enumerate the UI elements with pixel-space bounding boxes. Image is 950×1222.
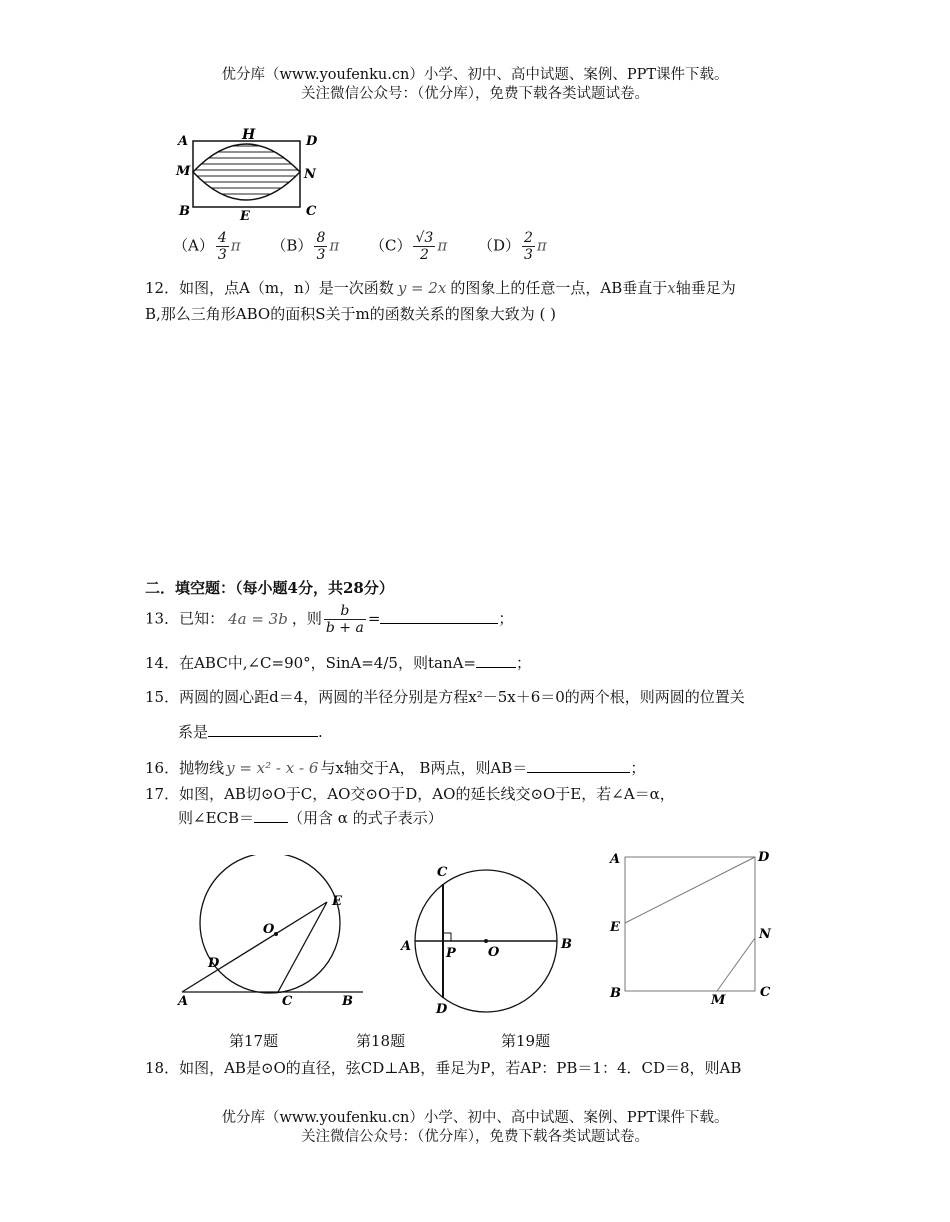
option-d: （D） $\frac{2}{3}$ π [477,230,547,263]
label-n: N [759,927,771,942]
label-n: N [304,167,316,182]
question-16: 16．抛物线 y = x² - x - 6 与x轴交于A， B两点，则AB＝ ； [145,759,646,777]
label-c: C [306,204,317,219]
option-a: （A） $\frac{4}{3}$ π [173,230,241,263]
question-18: 18．如图，AB是⊙O的直径，弦CD⊥AB，垂足为P，若AP：PB＝1：4．CD＝8，则AB [145,1059,742,1077]
caption-q18: 第18题 [356,1032,406,1050]
label-a: A [178,994,189,1009]
label-d: D [306,134,318,149]
center-dot [274,932,278,936]
label-b: B [561,937,572,952]
label-c: C [282,994,293,1009]
figure-q11 [170,125,330,225]
answer-blank-14[interactable] [476,653,516,668]
label-d: D [758,850,770,865]
label-c: C [437,865,448,880]
label-m: M [711,993,726,1008]
line-ce [278,902,327,992]
question-14: 14．在ABC中,∠C=90°，SinA=4/5，则tanA= ； [145,654,531,672]
label-m: M [176,164,191,179]
header-line-2: 关注微信公众号：（优分库），免费下载各类试题试卷。 [301,86,649,102]
caption-q19: 第19题 [501,1032,551,1050]
question-12-line-2: B,那么三角形ABO的面积S关于m的函数关系的图象大致为 ( ) [145,305,556,323]
square-abcd [625,857,755,991]
question-15-line-2: 系是 . [178,723,323,741]
answer-blank-15[interactable] [208,722,318,737]
question-17-line-2: 则∠ECB＝ （用含 α 的式子表示） [178,809,443,827]
q11-options [173,230,573,263]
answer-blank-17[interactable] [254,808,288,823]
label-b: B [342,994,353,1009]
label-c: C [760,985,771,1000]
label-b: B [610,986,621,1001]
caption-q17: 第17题 [229,1032,279,1050]
question-17-line-1: 17．如图，AB切⊙O于C，AO交⊙O于D，AO的延长线交⊙O于E，若∠A＝α， [145,785,675,803]
page-header [0,66,950,104]
label-p: P [446,946,456,961]
label-e: E [240,209,250,224]
label-e: E [610,920,620,935]
label-d: D [208,956,220,971]
label-a: A [610,852,621,867]
option-b: （B） $\frac{8}{3}$ π [271,230,340,263]
line-ed [625,857,755,923]
label-o: O [263,922,275,937]
label-e: E [332,894,342,909]
line-mn [717,938,755,991]
footer-line-1: 优分库（www.youfenku.cn）小学、初中、高中试题、案例、PPT课件下载。 [221,1110,729,1126]
answer-blank-16[interactable] [527,758,630,773]
label-o: O [488,945,500,960]
label-h: H [242,127,256,143]
question-15-line-1: 15．两圆的圆心距d＝4，两圆的半径分别是方程x²－5x＋6＝0的两个根，则两圆的位置关 [145,688,745,706]
footer-line-2: 关注微信公众号：（优分库），免费下载各类试题试卷。 [301,1129,649,1145]
label-a: A [178,134,189,149]
figure-q17 [170,855,380,1015]
figure-q18 [395,858,580,1023]
page-footer [0,1109,950,1147]
center-dot [484,939,488,943]
shaded-lens [193,144,300,200]
section-title: 二．填空题：（每小题4分，共28分） [145,579,394,597]
option-c: （C） $\frac{√3}{2}$ π [370,230,448,263]
answer-blank-13[interactable] [380,609,498,624]
question-12-line-1: 12．如图，点A（m，n）是一次函数 y = 2x 的图象上的任意一点，AB垂直于x轴垂足为 [145,279,736,297]
question-13: 13．已知： 4a = 3b ，则 $\frac{b}{b + a}$ = ； [145,603,514,636]
right-angle-mark [443,933,451,941]
label-d: D [436,1002,448,1017]
label-a: A [401,939,412,954]
figure-q19 [605,845,785,1010]
label-b: B [179,204,190,219]
header-line-1: 优分库（www.youfenku.cn）小学、初中、高中试题、案例、PPT课件下载。 [221,67,729,83]
